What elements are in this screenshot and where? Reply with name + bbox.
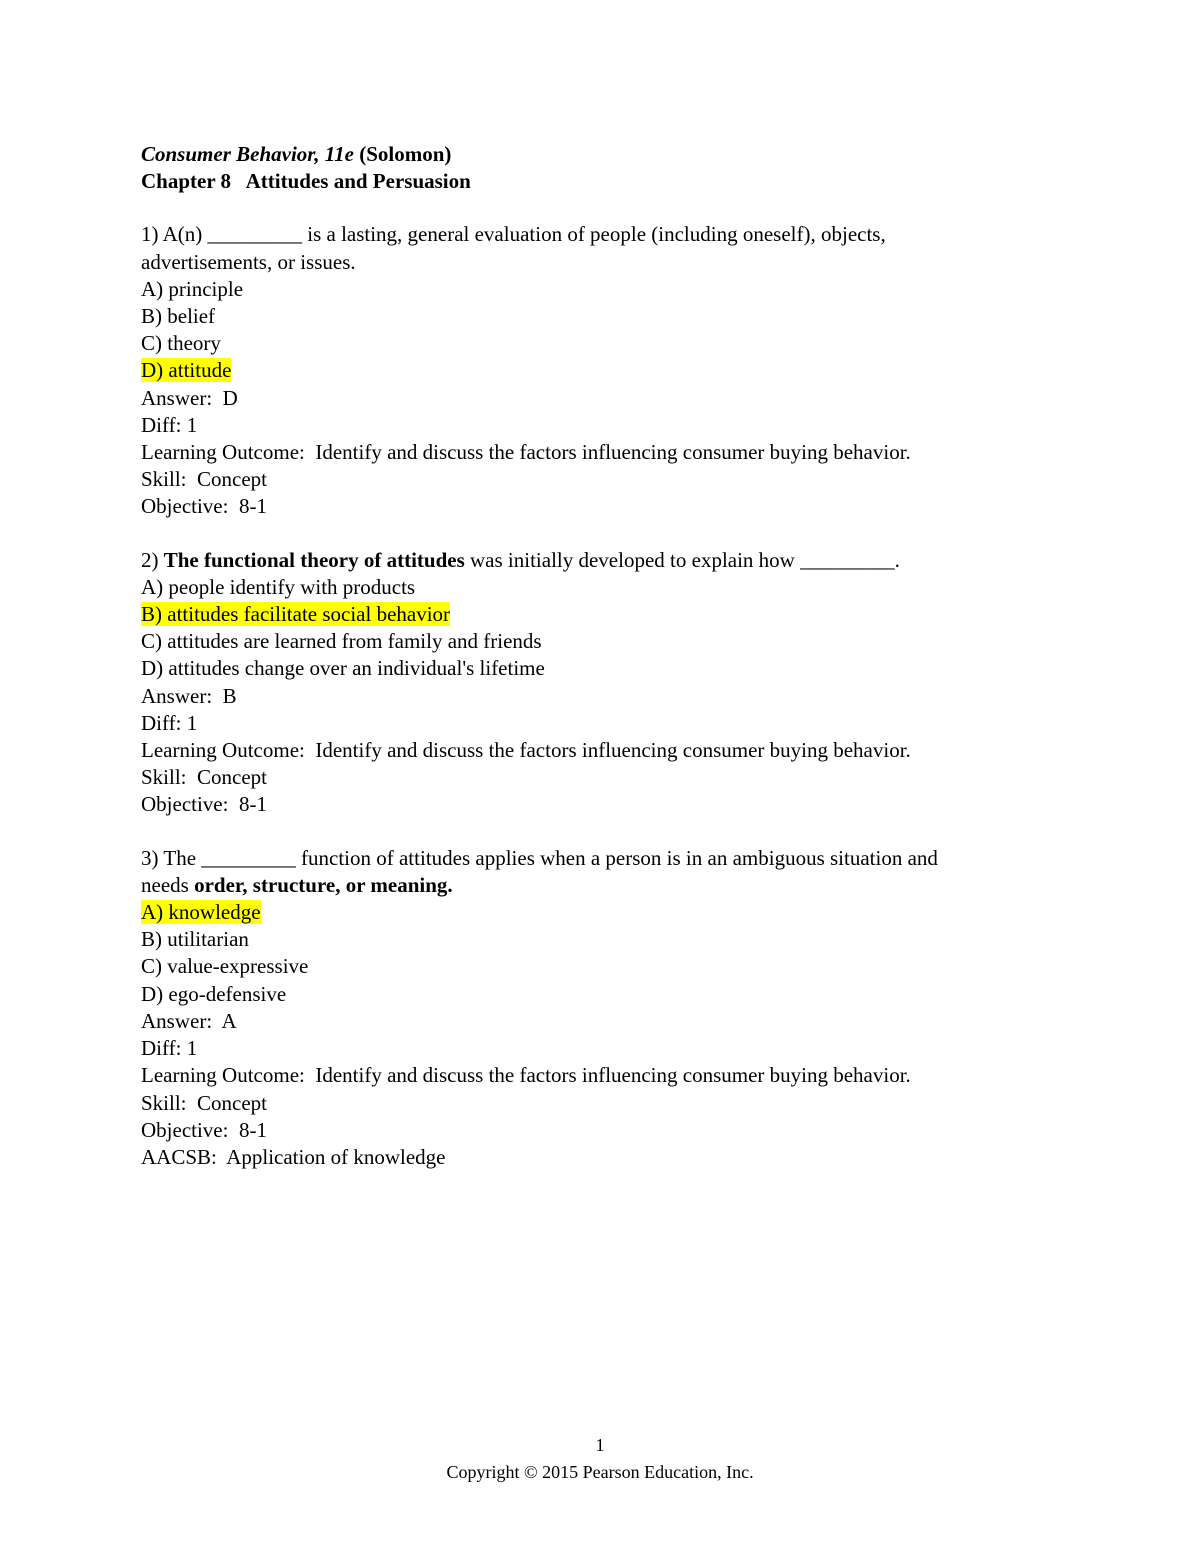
highlighted-answer: D) attitude <box>141 358 232 383</box>
highlighted-answer: B) attitudes facilitate social behavior <box>141 602 451 627</box>
choice-b: B) belief <box>141 304 216 329</box>
question-stem: 3) The _________ function of attitudes applies when a person is in an ambiguous situation and <box>141 845 938 870</box>
learning-outcome-line: Learning Outcome: Identify and discuss the factors influencing consumer buying behavior. <box>141 440 911 465</box>
objective-line: Objective: 8-1 <box>141 792 267 817</box>
document-title <box>141 141 1071 168</box>
spacer <box>141 195 1071 221</box>
question-3 <box>141 845 1071 1171</box>
question-2 <box>141 547 1071 819</box>
choice-b-correct <box>141 601 1071 628</box>
question-stem: 1) A(n) _________ is a lasting, general evaluation of people (including oneself), objects, <box>141 222 886 247</box>
choice-c: C) attitudes are learned from family and friends <box>141 629 542 654</box>
difficulty-line: Diff: 1 <box>141 1036 198 1061</box>
stem-bold-term: The functional theory of attitudes <box>163 547 465 572</box>
objective-line: Objective: 8-1 <box>141 494 267 519</box>
skill-line: Skill: Concept <box>141 1090 267 1115</box>
spacer <box>141 521 1071 547</box>
question-stem-continued <box>141 872 1071 899</box>
copyright-notice: Copyright © 2015 Pearson Education, Inc. <box>446 1462 754 1482</box>
choice-a: A) principle <box>141 276 244 301</box>
choice-a: A) people identify with products <box>141 574 416 599</box>
document-body <box>141 141 1071 1171</box>
answer-line: Answer: D <box>141 385 238 410</box>
aacsb-line: AACSB: Application of knowledge <box>141 1144 446 1169</box>
question-1 <box>141 221 1071 520</box>
choice-d-correct <box>141 357 1071 384</box>
stem-prefix: 2) <box>141 547 164 572</box>
choice-d: D) attitudes change over an individual's lifetime <box>141 656 545 681</box>
choice-b: B) utilitarian <box>141 927 249 952</box>
learning-outcome-line: Learning Outcome: Identify and discuss the factors influencing consumer buying behavior. <box>141 1063 911 1088</box>
stem-suffix: was initially developed to explain how _________. <box>464 547 900 572</box>
choice-c: C) theory <box>141 331 221 356</box>
choice-d: D) ego-defensive <box>141 981 287 1006</box>
stem-prefix: needs <box>141 872 195 897</box>
difficulty-line: Diff: 1 <box>141 710 198 735</box>
highlighted-answer: A) knowledge <box>141 900 261 925</box>
chapter-title: Chapter 8 Attitudes and Persuasion <box>141 169 471 194</box>
author: (Solomon) <box>353 142 452 166</box>
answer-line: Answer: A <box>141 1008 237 1033</box>
skill-line: Skill: Concept <box>141 467 267 492</box>
question-stem <box>141 547 1071 574</box>
difficulty-line: Diff: 1 <box>141 412 198 437</box>
stem-bold-term: order, structure, or meaning. <box>194 872 453 897</box>
skill-line: Skill: Concept <box>141 765 267 790</box>
choice-a-correct <box>141 899 1071 926</box>
answer-line: Answer: B <box>141 683 237 708</box>
choice-c: C) value-expressive <box>141 954 309 979</box>
book-title: Consumer Behavior, 11e <box>141 142 354 166</box>
spacer <box>141 819 1071 845</box>
page-number: 1 <box>595 1435 605 1455</box>
objective-line: Objective: 8-1 <box>141 1117 267 1142</box>
question-stem-continued: advertisements, or issues. <box>141 249 356 274</box>
learning-outcome-line: Learning Outcome: Identify and discuss the factors influencing consumer buying behavior. <box>141 738 911 763</box>
